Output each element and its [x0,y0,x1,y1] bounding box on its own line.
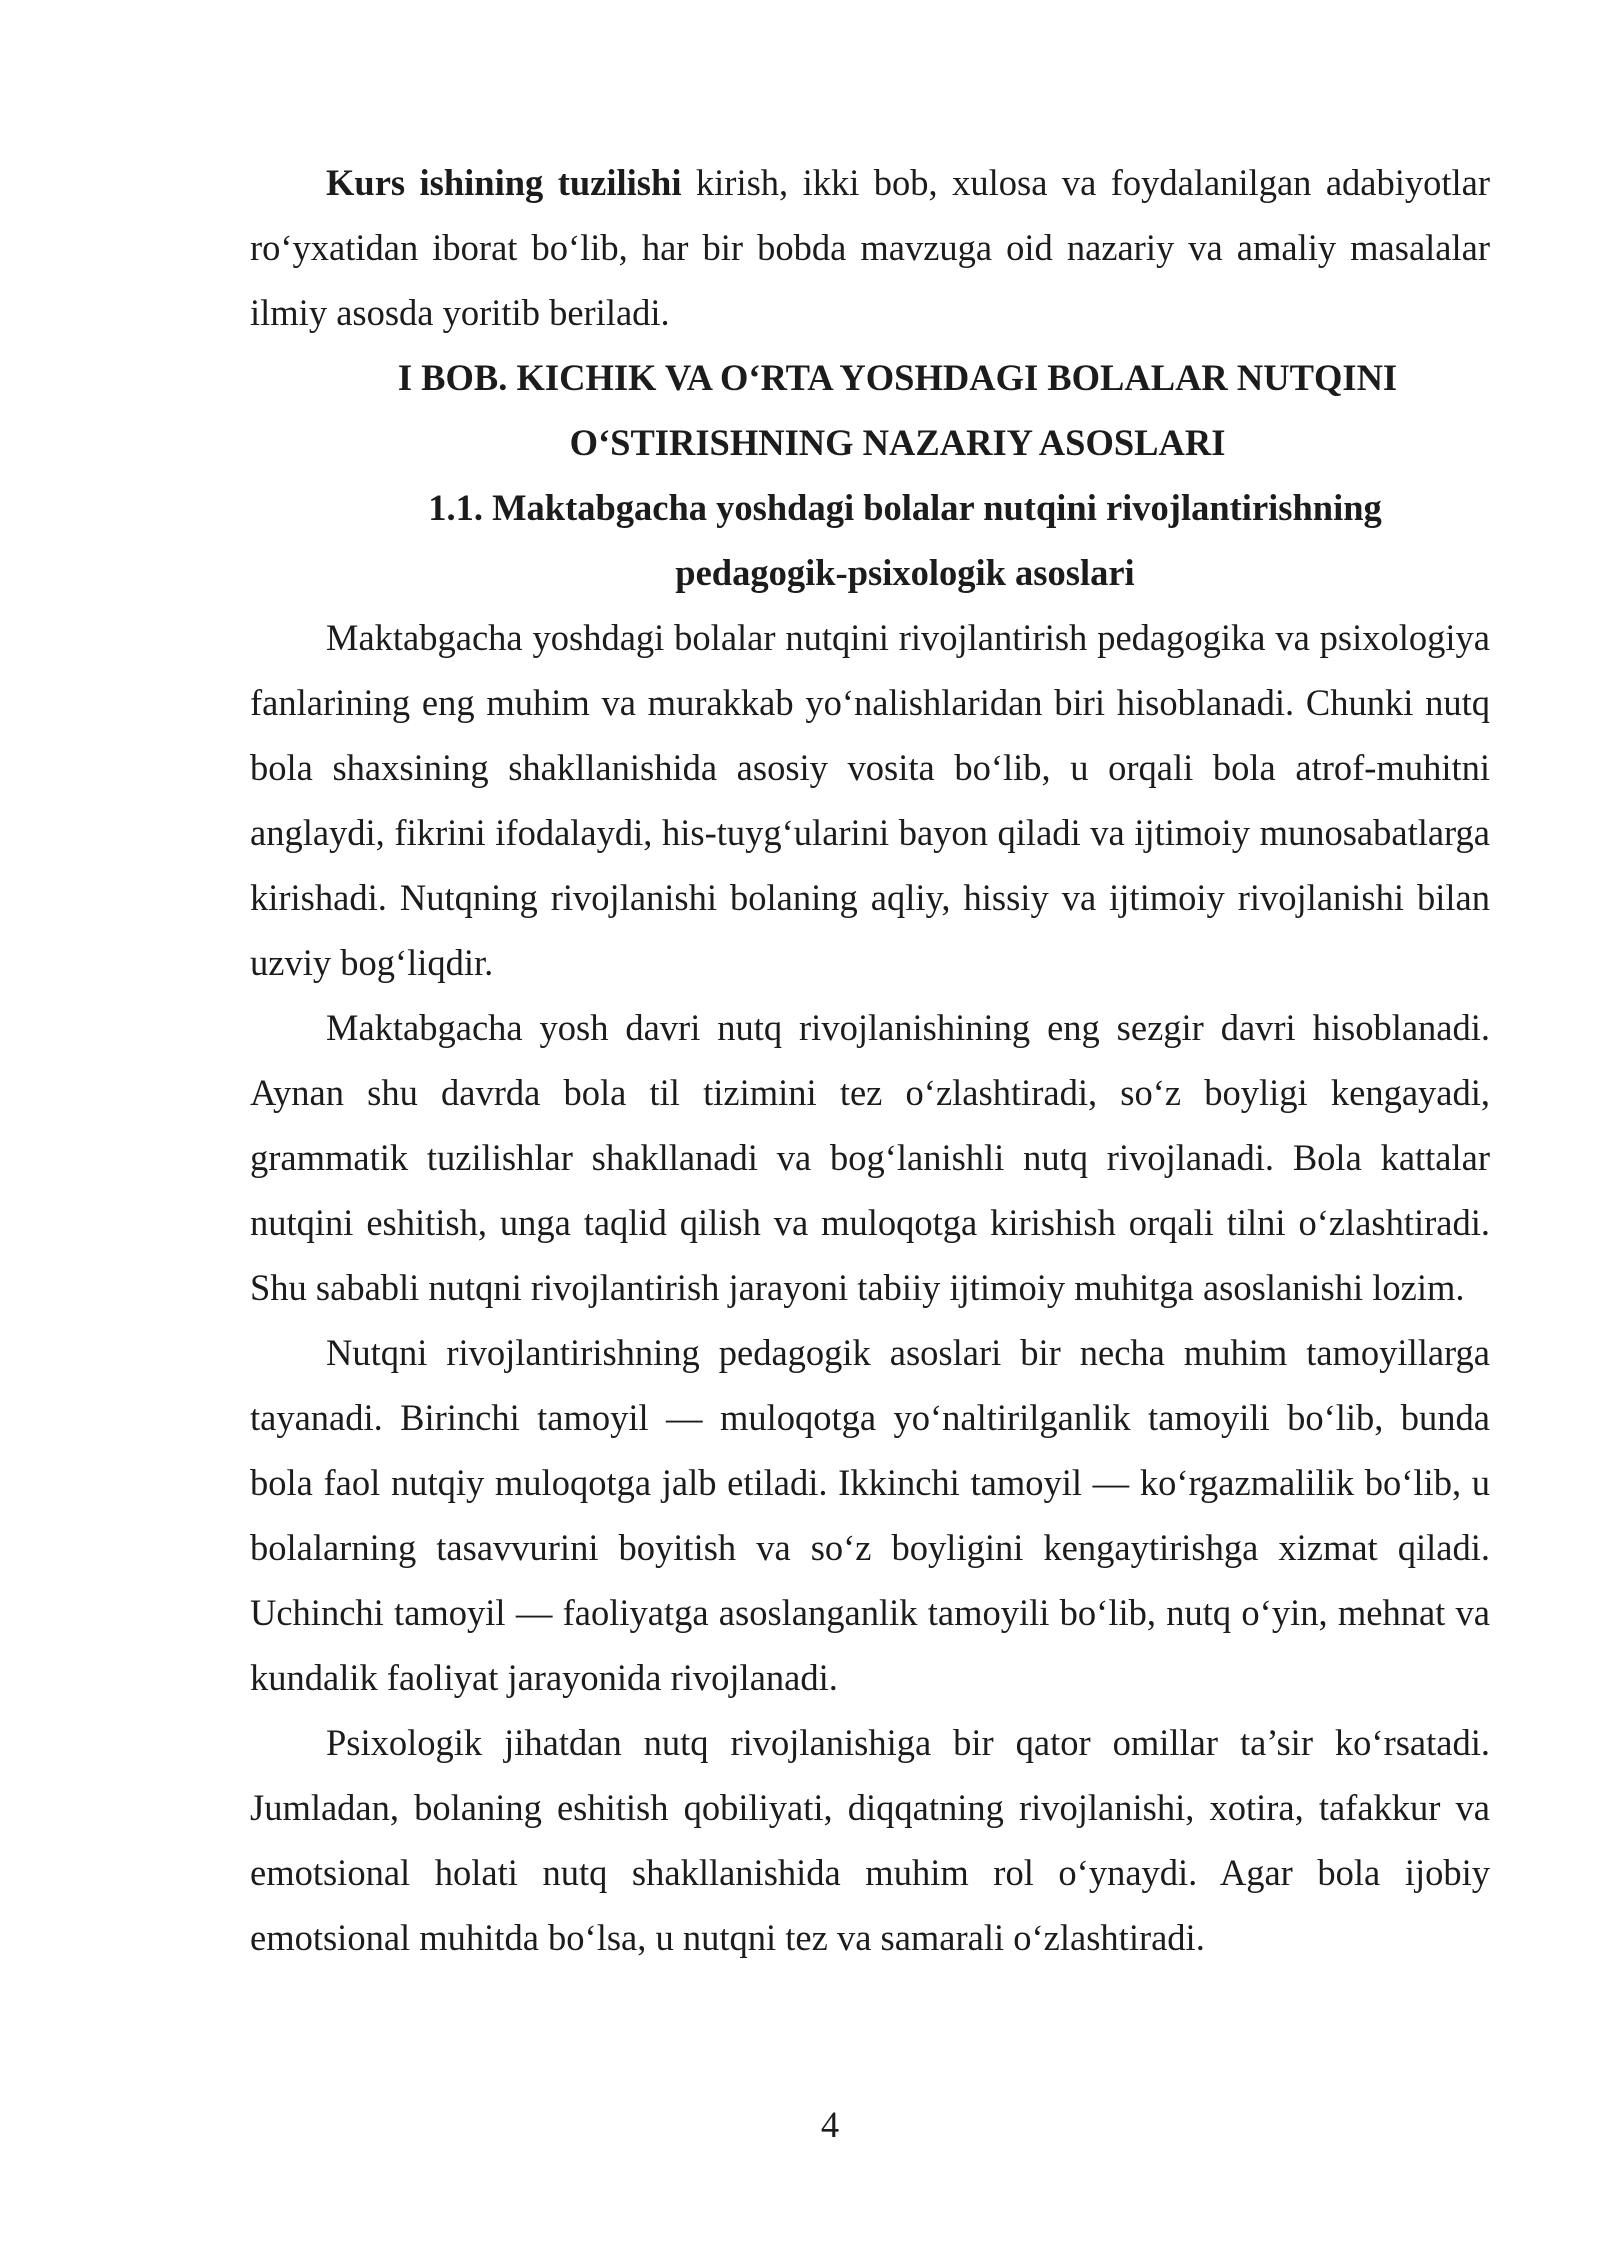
section-heading-line-2: pedagogik-psixologik asoslari [675,552,1135,593]
chapter-heading-line-2: O‘STIRISHNING NAZARIY ASOSLARI [569,422,1226,463]
page-number: 4 [820,2104,840,2145]
body-paragraph: Nutqni rivojlantirishning pedagogik asoslari bir necha muhim tamoyillarga tayanadi. Birinchi tamoyil — muloqotga yo‘naltirilganlik tamoyili bo‘lib, bunda bola faol nutqiy muloqotga jalb etiladi. Ikkinchi tamoyil — ko‘rgazmalilik bo‘lib, u bolalarning tasavvurini boyitish va so‘z boyligini kengaytirishga xizmat qiladi. Uchinchi tamoyil — faoliyatga asoslanganlik tamoyili bo‘lib, nutq o‘yin, mehnat va kundalik faoliyat jarayonida rivojlanadi. [250,1332,1490,1698]
chapter-heading-line-1: I BOB. KICHIK VA O‘RTA YOSHDAGI BOLALAR NUTQINI [397,357,1398,398]
body-paragraph: Maktabgacha yosh davri nutq rivojlanishining eng sezgir davri hisoblanadi. Aynan shu davrda bola til tizimini tez o‘zlashtiradi, so‘z boyligi kengayadi, grammatik tuzilishlar shakllanadi va bog‘lanishli nutq rivojlanadi. Bola kattalar nutqini eshitish, unga taqlid qilish va muloqotga kirishish orqali tilni o‘zlashtiradi. Shu sababli nutqni rivojlantirish jarayoni tabiiy ijtimoiy muhitga asoslanishi lozim. [250,1007,1490,1308]
intro-paragraph [250,150,1490,345]
section-heading-line-1: 1.1. Maktabgacha yoshdagi bolalar nutqini rivojlantirishning [428,487,1382,528]
intro-text: kirish, ikki bob, xulosa va foydalanilgan adabiyotlar ro‘yxatidan iborat bo‘lib, har bir bobda mavzuga oid nazariy va amaliy masalalar ilmiy asosda yoritib beriladi. [250,162,1491,333]
intro-lead: Kurs ishining tuzilishi [326,162,682,203]
chapter-heading [250,345,1490,475]
body-paragraph: Maktabgacha yoshdagi bolalar nutqini rivojlantirish pedagogika va psixologiya fanlarining eng muhim va murakkab yo‘nalishlaridan biri hisoblanadi. Chunki nutq bola shaxsining shakllanishida asosiy vosita bo‘lib, u orqali bola atrof-muhitni anglaydi, fikrini ifodalaydi, his-tuyg‘ularini bayon qiladi va ijtimoiy munosabatlarga kirishadi. Nutqning rivojlanishi bolaning aqliy, hissiy va ijtimoiy rivojlanishi bilan uzviy bog‘liqdir. [250,617,1490,983]
body-paragraph: Psixologik jihatdan nutq rivojlanishiga bir qator omillar ta’sir ko‘rsatadi. Jumladan, bolaning eshitish qobiliyati, diqqatning rivojlanishi, xotira, tafakkur va emotsional holati nutq shakllanishida muhim rol o‘ynaydi. Agar bola ijobiy emotsional muhitda bo‘lsa, u nutqni tez va samarali o‘zlashtiradi. [250,1722,1490,1958]
document-page [250,150,1490,1970]
section-heading [250,475,1490,605]
